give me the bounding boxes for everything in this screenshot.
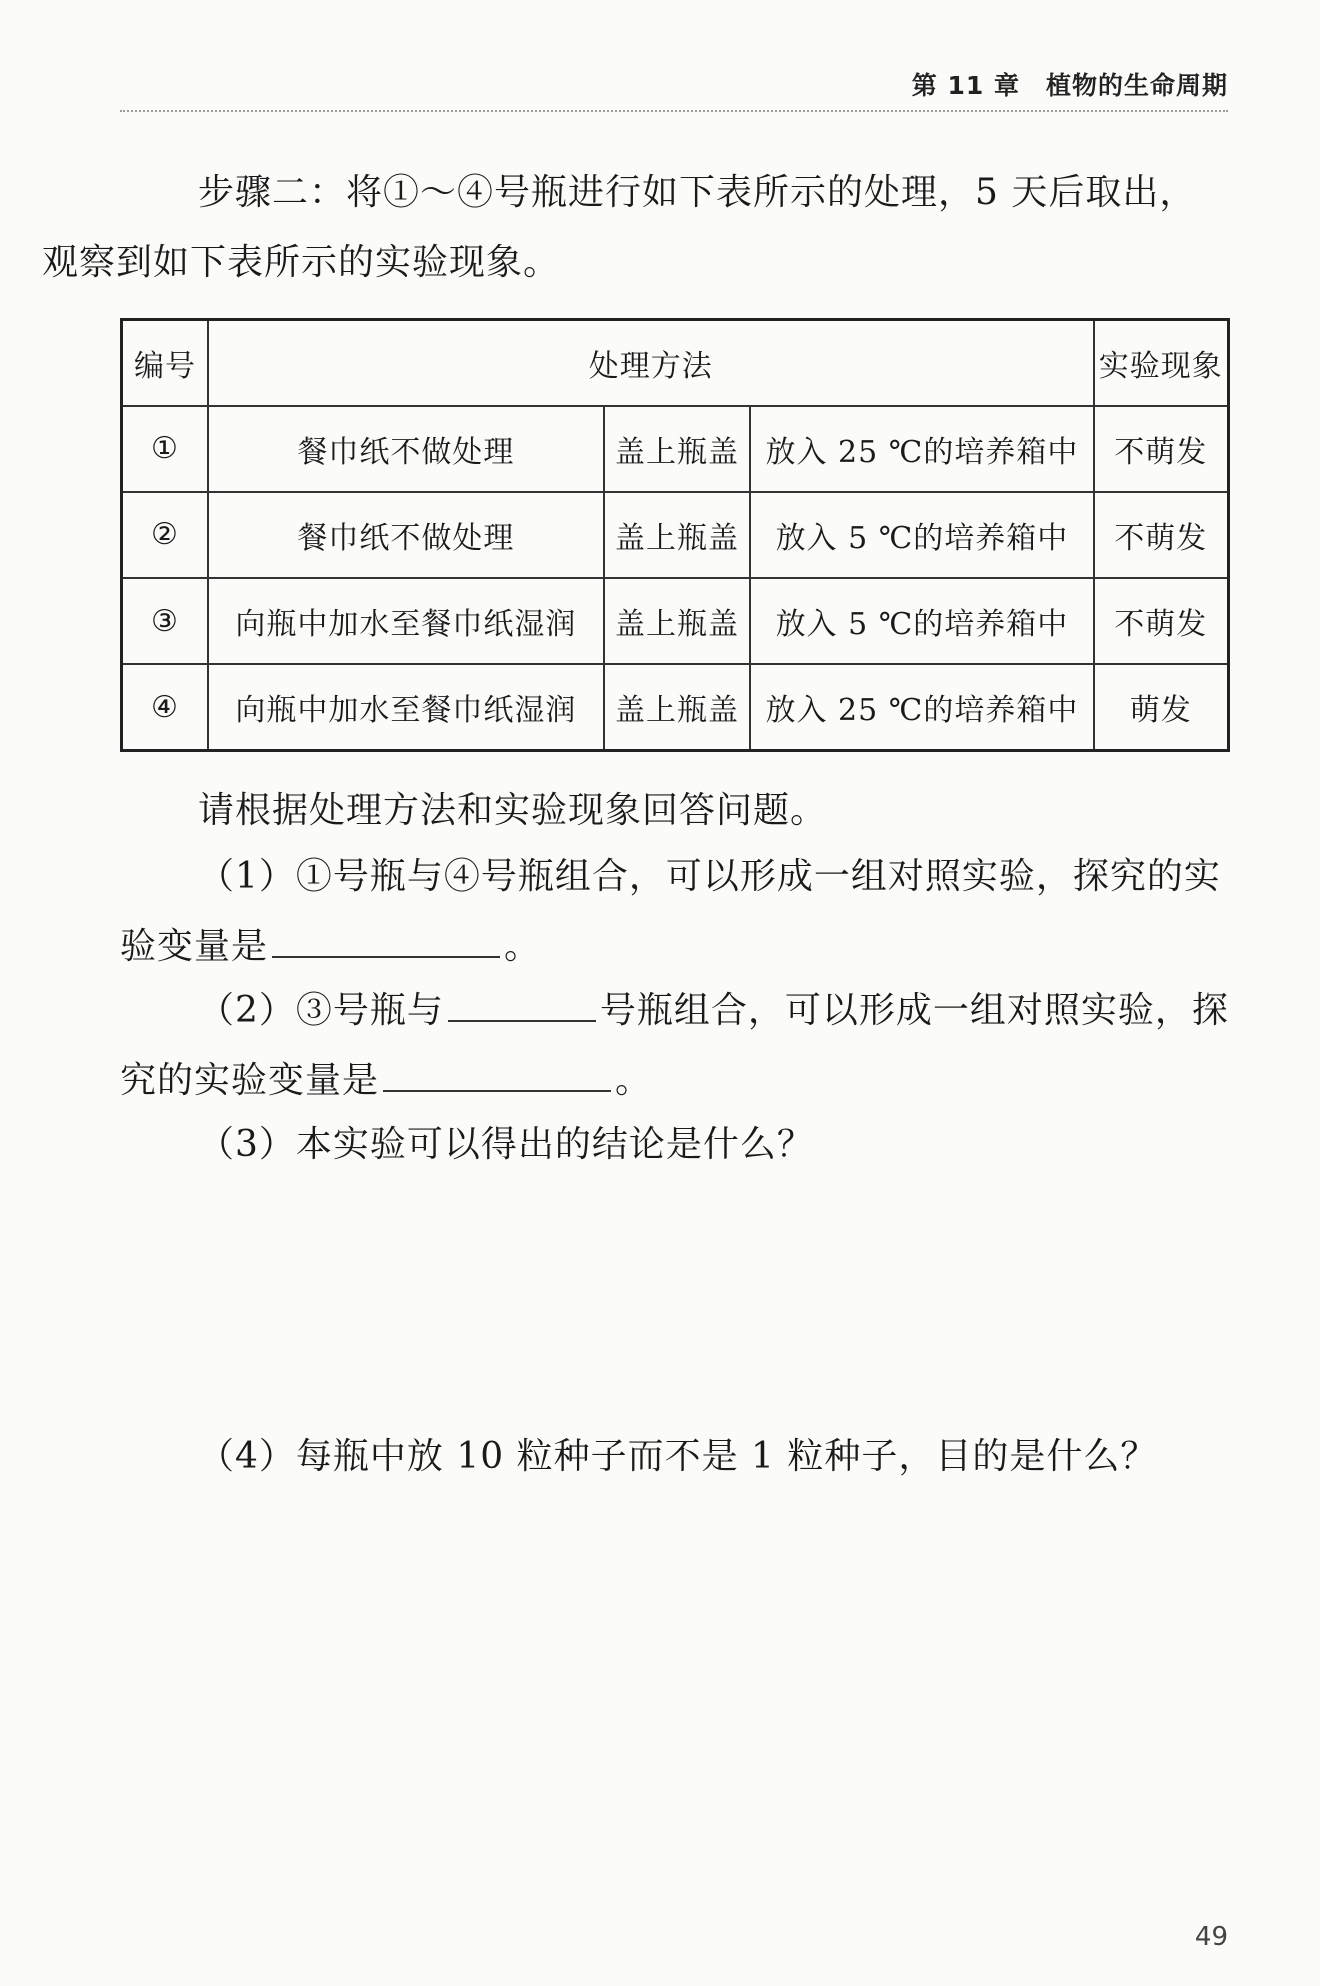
table-header-row	[122, 320, 1229, 406]
q2-end: 。	[615, 1060, 653, 1101]
header-method: 处理方法	[208, 320, 1094, 406]
q2-suffix: 究的实验变量是	[120, 1060, 380, 1101]
q1-answer-blank[interactable]	[272, 922, 500, 958]
question-3: （3）本实验可以得出的结论是什么？	[198, 1124, 814, 1165]
row-paper: 向瓶中加水至餐巾纸湿润	[208, 664, 604, 750]
q2-variable-blank[interactable]	[383, 1056, 611, 1092]
row-number: ②	[122, 492, 209, 578]
row-temp: 放入 25 ℃的培养箱中	[750, 406, 1093, 492]
step-two-text	[42, 158, 1230, 298]
row-result: 不萌发	[1094, 406, 1229, 492]
q2-line-2	[120, 1046, 1230, 1116]
q2-mid: 号瓶组合，可以形成一组对照实验，探	[599, 990, 1229, 1031]
q2-bottle-blank[interactable]	[448, 986, 596, 1022]
q2-line-1	[120, 976, 1230, 1046]
question-prompt: 请根据处理方法和实验现象回答问题。	[198, 790, 828, 831]
row-result: 不萌发	[1094, 578, 1229, 664]
row-number: ③	[122, 578, 209, 664]
header-number: 编号	[122, 320, 209, 406]
row-paper: 向瓶中加水至餐巾纸湿润	[208, 578, 604, 664]
row-paper: 餐巾纸不做处理	[208, 492, 604, 578]
question-2	[120, 976, 1230, 1116]
chapter-title: 植物的生命周期	[1045, 71, 1228, 100]
table-row	[122, 664, 1229, 750]
q1-line-2	[120, 912, 1230, 982]
q1-line-1: （1）①号瓶与④号瓶组合，可以形成一组对照实验，探究的实	[198, 856, 1221, 897]
question-1	[120, 842, 1230, 982]
row-lid: 盖上瓶盖	[604, 406, 751, 492]
q1-prefix: 验变量是	[120, 926, 269, 967]
row-lid: 盖上瓶盖	[604, 664, 751, 750]
q1-end: 。	[504, 926, 542, 967]
table-row	[122, 492, 1229, 578]
row-temp: 放入 25 ℃的培养箱中	[750, 664, 1093, 750]
row-number: ①	[122, 406, 209, 492]
row-lid: 盖上瓶盖	[604, 492, 751, 578]
row-result: 萌发	[1094, 664, 1229, 750]
row-result: 不萌发	[1094, 492, 1229, 578]
row-temp: 放入 5 ℃的培养箱中	[750, 578, 1093, 664]
row-paper: 餐巾纸不做处理	[208, 406, 604, 492]
chapter-number: 第 11 章	[911, 71, 1020, 100]
header-divider	[120, 110, 1228, 112]
q2-prefix: （2）③号瓶与	[198, 990, 444, 1031]
header-phenomenon: 实验现象	[1094, 320, 1229, 406]
step-line-2: 观察到如下表所示的实验现象。	[42, 242, 561, 283]
row-temp: 放入 5 ℃的培养箱中	[750, 492, 1093, 578]
row-lid: 盖上瓶盖	[604, 578, 751, 664]
chapter-header	[912, 66, 1228, 102]
table-row	[122, 578, 1229, 664]
question-4: （4）每瓶中放 10 粒种子而不是 1 粒种子，目的是什么？	[198, 1436, 1158, 1477]
step-line-1: 步骤二：将①～④号瓶进行如下表所示的处理，5 天后取出，	[198, 172, 1197, 213]
experiment-table	[120, 318, 1230, 752]
page-number: 49	[1194, 1922, 1228, 1952]
table-row	[122, 406, 1229, 492]
row-number: ④	[122, 664, 209, 750]
